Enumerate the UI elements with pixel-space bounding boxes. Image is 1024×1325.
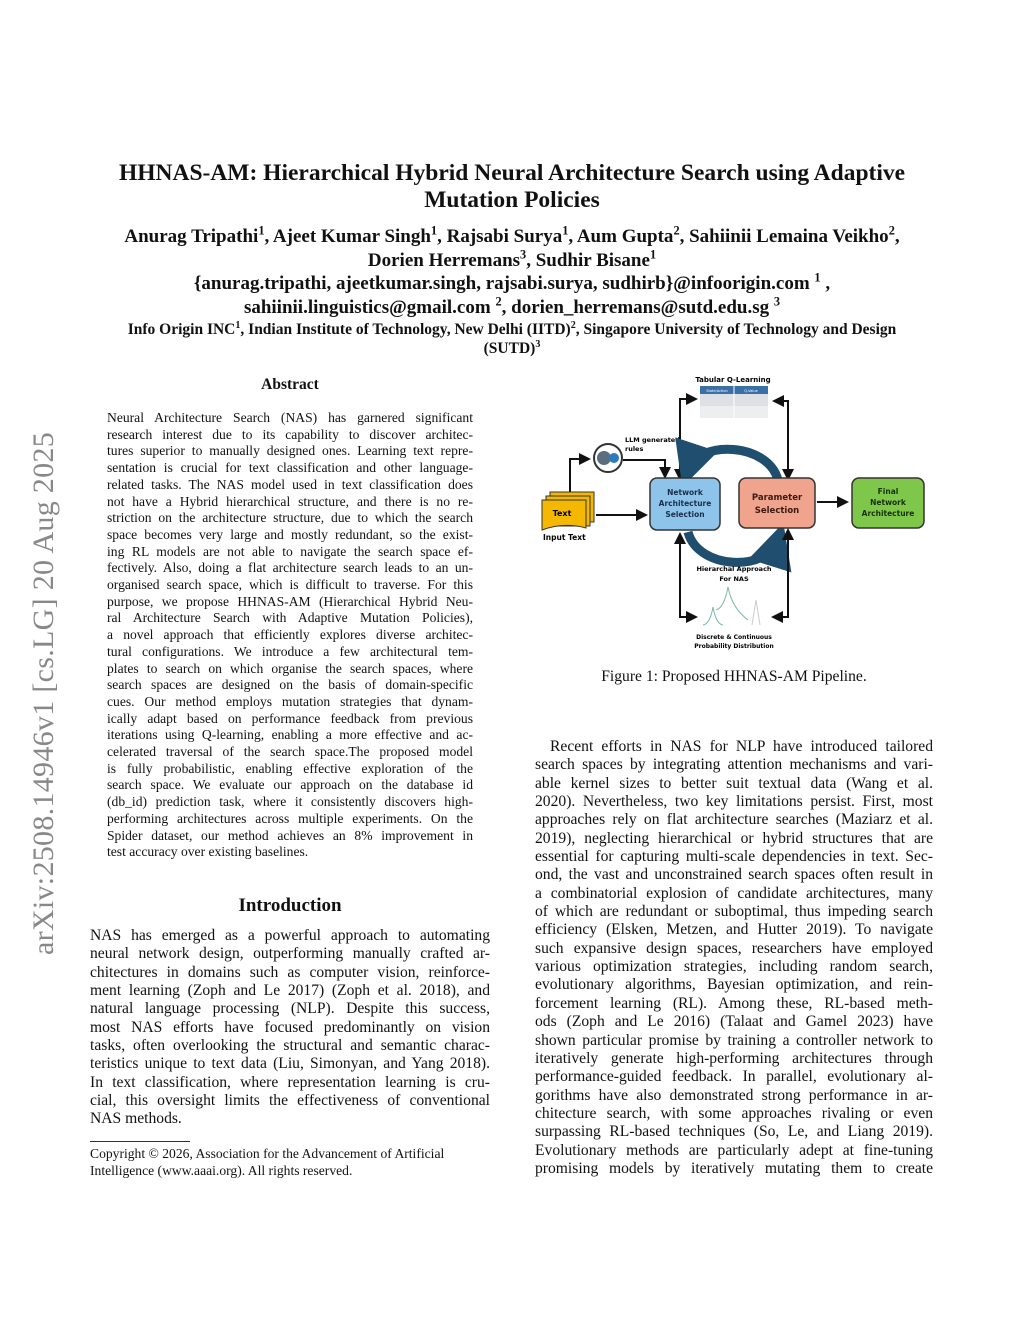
title-line: Mutation Policies [424,187,600,213]
text-line: essential for capturing multi-scale dependencies in text. Sec- [535,848,933,866]
text-line: In text classification, where representation learning is cru- [90,1073,490,1091]
text-line: ral Architecture Search with Adaptive Mutation Policies), [107,610,473,626]
cycle-arrow-icon [688,532,778,562]
introduction-body [90,927,490,1129]
text-document-icon [542,492,594,530]
name-text: , Rajsabi Surya [437,226,563,247]
affil-mark: 1 [430,223,438,238]
text-line: purpose, we propose HHNAS-AM (Hierarchical Hybrid Neu- [107,593,473,609]
svg-text:Final: Final [877,487,899,496]
affil-mark: 1 [258,223,265,238]
hierarchical-label: For NAS [719,575,749,583]
affiliation-line [60,321,964,340]
q-table-title: Tabular Q-Learning [695,376,771,384]
text-line: organised search space, which is difficult to traverse. For this [107,577,473,593]
text-line: is fully probabilistic, enabling effective exploration of the [107,760,473,776]
text-line: Spider dataset, our method achieves an 8% improvement in [107,827,473,843]
text-line: NAS methods. [90,1110,182,1128]
text-line: test accuracy over existing baselines. [107,844,309,860]
name-text: , [894,226,900,247]
text-line: 2020). Nevertheless, two key limitations persist. First, most [535,793,933,811]
text-line: celerated traversal of the search space.The proposed model [107,744,473,760]
text-line: sentation is crucial for text classification and other language- [107,460,473,476]
text-line: performance-guided feedback. In parallel, evolutionary al- [535,1068,933,1086]
abstract-heading: Abstract [261,376,319,393]
svg-text:Architecture: Architecture [861,509,915,518]
text-line: striction on the architecture structure, due to which the search [107,510,473,526]
affil-mark: 1 [814,270,821,285]
text-line: Evolutionary methods are particularly adept at fine-tuning [535,1141,933,1159]
text-line: promising models by iteratively mutating them to create [535,1159,933,1177]
authors-line [60,249,964,273]
text-line: 2019), neglecting hierarchical or hybrid structures that are [535,829,933,847]
cycle-arrow-icon [688,449,778,480]
distribution-plot-icon [703,587,760,625]
svg-text:Network: Network [667,488,703,497]
text-line: performing architectures across multiple experiments. On the [107,810,473,826]
authors-line [60,225,964,249]
text-line: chitecture search, with some approaches rivaling or even [535,1104,933,1122]
distribution-label: Probability Distribution [694,643,774,650]
svg-text:Text: Text [552,509,572,518]
affiliations [60,321,964,358]
affiliation-line [60,340,964,359]
q-table-col: State/Action [706,389,728,393]
text-line: ods (Zoph and Le 2016) (Talaat and Gamel 2023) have [535,1013,933,1031]
text-line: forcement learning (RL). Among these, RL-based meth- [535,994,933,1012]
text-line: cues. Our method employs mutation strategies that dynam- [107,693,473,709]
name-text: , Ajeet Kumar Singh [264,226,431,247]
text-line: search spaces by integrating attention mechanisms and vari- [535,756,933,774]
q-table-col: Q-Value [744,389,758,393]
name-text: Anurag Tripathi [124,226,259,247]
name-text: Info Origin INC [127,321,236,338]
email: sahiinii.linguistics@gmail.com [243,296,491,318]
affil-mark: 1 [649,247,657,262]
name-text: , Singapore University of Technology and Design [575,321,897,338]
footnote-line: Copyright © 2026, Association for the Advancement of Artificial [90,1146,445,1161]
name-text: Dorien Herremans [367,249,521,271]
llm-label: rules [625,445,644,453]
input-text-label: Input Text [543,533,586,542]
author-list [60,225,964,272]
text-line: chitectures in domains such as computer vision, reinforce- [90,963,490,981]
svg-text:Selection: Selection [754,506,800,516]
text-line: iteratively generate high-performing architectures through [535,1049,933,1067]
text-line: not have a Hybrid hierarchical structure, and there is no re- [107,493,473,509]
affil-mark: 3 [535,338,541,350]
footnote-rule [90,1141,190,1142]
text-line: evolutionary algorithms, Bayesian optimization, and rein- [535,976,933,994]
name-text: , Aum Gupta [568,226,674,247]
text-line: ically adapt based on performance feedback from previous [107,710,473,726]
q-table [700,386,768,418]
text-line: most NAS efforts have focused predominantly on vision [90,1018,490,1036]
text-line: gorithms have also demonstrated strong performance in ar- [535,1086,933,1104]
text-line: shown particular promise by training a controller network to [535,1031,933,1049]
text-line: a novel approach that efficiently explores diverse architec- [107,627,473,643]
name-text: , Sahiinii Lemaina Veikho [679,226,889,247]
llm-label: LLM generated [625,436,680,444]
right-column-body [535,738,933,1178]
final-network-architecture-box [852,478,924,528]
text-line: tures superior to manually designed ones. Learning text repre- [107,443,473,459]
brain-gear-icon [594,444,622,472]
text-line: ond, the vast and unconstrained search spaces often result in [535,866,933,884]
text-line: a combinatorial explosion of candidate architectures, many [535,884,933,902]
hierarchical-label: Hierarchal Approach [696,565,772,573]
text-line: plates to search on which organise the search spaces, where [107,660,473,676]
introduction-heading: Introduction [238,895,342,916]
text-line: search spaces are designed on the basis of domain-specific [107,677,473,693]
affil-mark: 2 [495,294,502,309]
text-line: Neural Architecture Search (NAS) has garnered significant [107,410,473,425]
text-line: tural configurations. We introduce a few architectural tem- [107,643,473,659]
text-line: teristics unique to text data (Liu, Simonyan, and Yang 2018). [90,1055,490,1073]
footnote-line: Intelligence (www.aaai.org). All rights reserved. [90,1163,353,1178]
affil-mark: 3 [520,247,527,262]
affil-mark: 3 [773,294,781,309]
name-text: , Sudhir Bisane [526,249,650,271]
figure-caption: Figure 1: Proposed HHNAS-AM Pipeline. [601,668,867,685]
name-text: , Indian Institute of Technology, New Delhi (IITD) [240,321,571,338]
distribution-label: Discrete & Continuous [696,634,772,641]
abstract-body [107,410,473,861]
copyright-footnote [90,1145,490,1179]
svg-text:Parameter: Parameter [751,493,803,503]
affil-mark: 2 [888,223,895,238]
text-line: surpassing RL-based techniques (So, Le, and Liang 2019). [535,1123,933,1141]
paper-title [60,160,964,214]
text-line: of which are redundant or suboptimal, thus impeding search [535,903,933,921]
text-line: space becomes very large and mostly redundant, so the exist- [107,526,473,542]
text-line: ment learning (Zoph and Le 2017) (Zoph et al. 2018), and [90,982,490,1000]
name-text: (SUTD) [483,339,536,357]
parameter-selection-box [739,478,815,528]
arxiv-identifier-stamp: arXiv:2508.14946v1 [cs.LG] 20 Aug 2025 [27,431,60,955]
email: , dorien_herremans@sutd.edu.sg [501,296,770,318]
svg-text:Network: Network [870,498,906,507]
text-line: (db_id) prediction task, where it consistently discovers high- [107,794,473,810]
affil-mark: 2 [570,319,576,331]
text-line: approaches rely on flat architecture searches (Maziarz et al. [535,811,933,829]
email-group: {anurag.tripathi, ajeetkumar.singh, rajsabi.surya, sudhirb}@infoorigin.com [193,273,810,294]
affil-mark: 1 [235,319,241,331]
svg-text:Selection: Selection [665,510,705,519]
text-line: able kernel sizes to better suit textual data (Wang et al. [535,774,933,792]
text-line: iterations using Q-learning, enabling a more effective and ac- [107,727,473,743]
network-architecture-selection-box [650,478,720,530]
text-line: various optimization strategies, including random search, [535,958,933,976]
text-line: neural network design, outperforming manually crafted ar- [90,945,490,963]
text-line: Recent efforts in NAS for NLP have introduced tailored [550,738,933,755]
text-line: efficiency (Elsken, Metzen, and Hutter 2019). To navigate [535,921,933,939]
text-line: research interest due to its capability to discover architec- [107,426,473,442]
text-line: cial, this oversight limits the effectiveness of conventional [90,1092,490,1110]
text-line: ing RL models are not able to navigate the search space ef- [107,543,473,559]
affil-mark: 2 [673,223,680,238]
affil-mark: 1 [562,223,569,238]
title-line: HHNAS-AM: Hierarchical Hybrid Neural Architecture Search using Adaptive [118,160,906,186]
text-line: related tasks. The NAS model used in text classification does [107,476,473,492]
text-line: natural language processing (NLP). Despite this success, [90,1000,490,1018]
pipeline-figure [538,372,933,657]
text-line: search space. We evaluate our approach on the database id [107,777,473,793]
text-line: fectively. Also, doing a flat architecture search leads to an un- [107,560,473,576]
svg-text:Architecture: Architecture [658,499,712,508]
text-line: such expansive design spaces, researchers have employed [535,939,933,957]
text-line: tasks, often overlooking the structural and semantic charac- [90,1037,490,1055]
text-line: NAS has emerged as a powerful approach to automating [90,927,490,944]
author-emails: {anurag.tripathi, ajeetkumar.singh, rajsabi.surya, sudhirb}@infoorigin.com $^1$ , sahiinii.linguistics@gmail.com $^2$, dorien_herremans@sutd.edu.sg $^3$ [193,270,831,318]
